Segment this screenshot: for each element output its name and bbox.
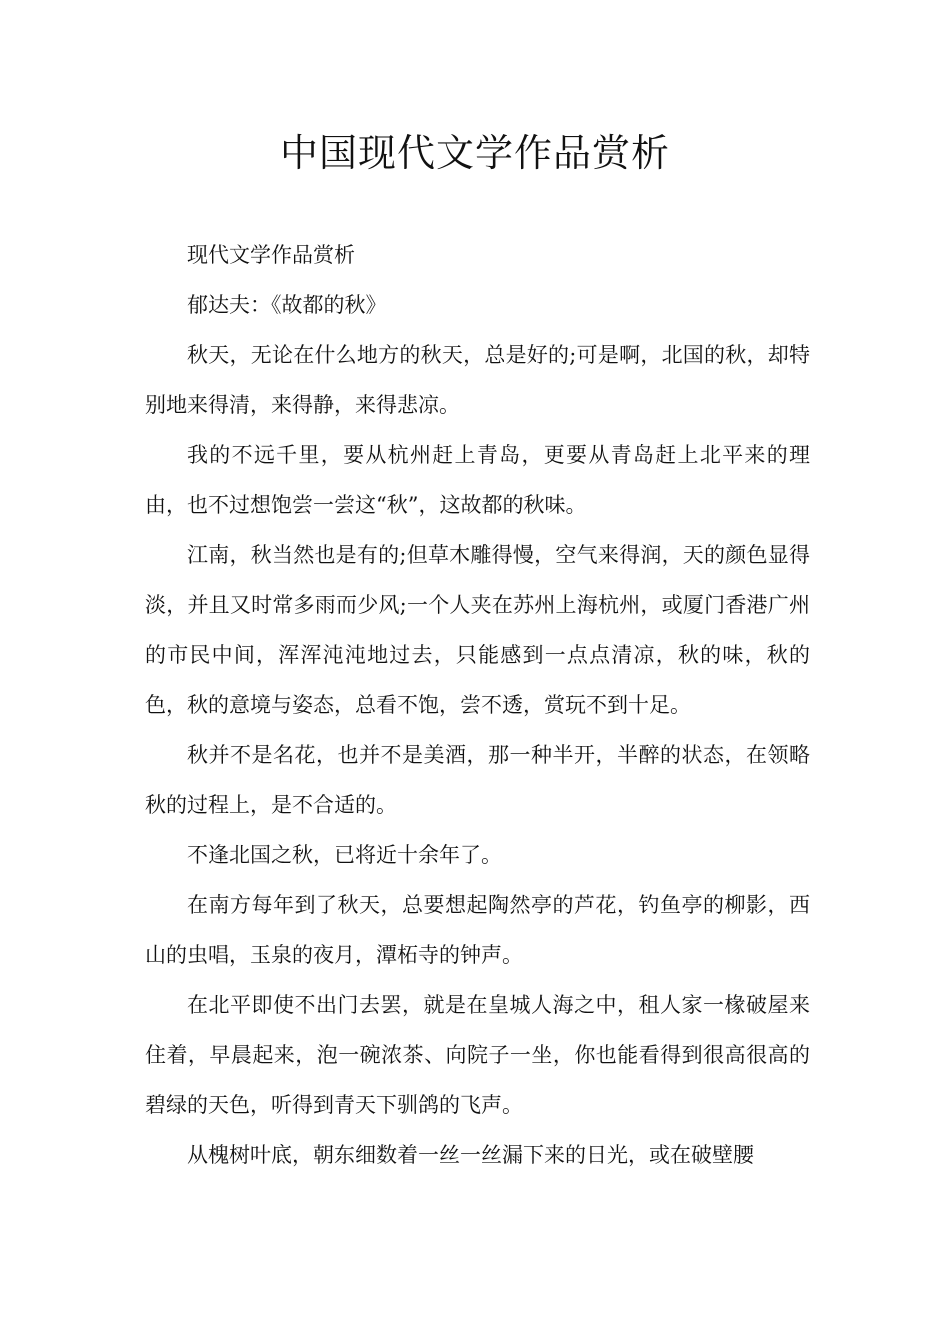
paragraph: 秋天，无论在什么地方的秋天，总是好的;可是啊，北国的秋，却特别地来得清，来得静，来得悲凉。: [145, 343, 810, 417]
paragraph-subtitle: 现代文学作品赏析: [187, 243, 355, 267]
paragraph: 从槐树叶底，朝东细数着一丝一丝漏下来的日光，或在破壁腰: [187, 1143, 754, 1167]
paragraph: 我的不远千里，要从杭州赶上青岛，更要从青岛赶上北平来的理由，也不过想饱尝一尝这“秋”，这故都的秋味。: [145, 443, 810, 517]
paragraph: 不逢北国之秋，已将近十余年了。: [187, 843, 502, 867]
paragraph: 秋并不是名花，也并不是美酒，那一种半开，半醉的状态，在领略秋的过程上，是不合适的。: [145, 743, 810, 817]
document-body: [145, 230, 810, 1180]
paragraph-author-work: 郁达夫：《故都的秋》: [187, 293, 387, 317]
paragraph: 在北平即使不出门去罢，就是在皇城人海之中，租人家一椽破屋来住着，早晨起来，泡一碗浓茶、向院子一坐，你也能看得到很高很高的碧绿的天色，听得到青天下驯鸽的飞声。: [145, 993, 810, 1117]
document-title: 中国现代文学作品赏析: [279, 131, 670, 175]
paragraph: 江南，秋当然也是有的;但草木雕得慢，空气来得润，天的颜色显得淡，并且又时常多雨而少风;一个人夹在苏州上海杭州，或厦门香港广州的市民中间，浑浑沌沌地过去，只能感到一点点清凉，秋的味，秋的色，秋的意境与姿态，总看不饱，尝不透，赏玩不到十足。: [145, 543, 810, 717]
paragraph: 在南方每年到了秋天，总要想起陶然亭的芦花，钓鱼亭的柳影，西山的虫唱，玉泉的夜月，潭柘寺的钟声。: [145, 893, 810, 967]
